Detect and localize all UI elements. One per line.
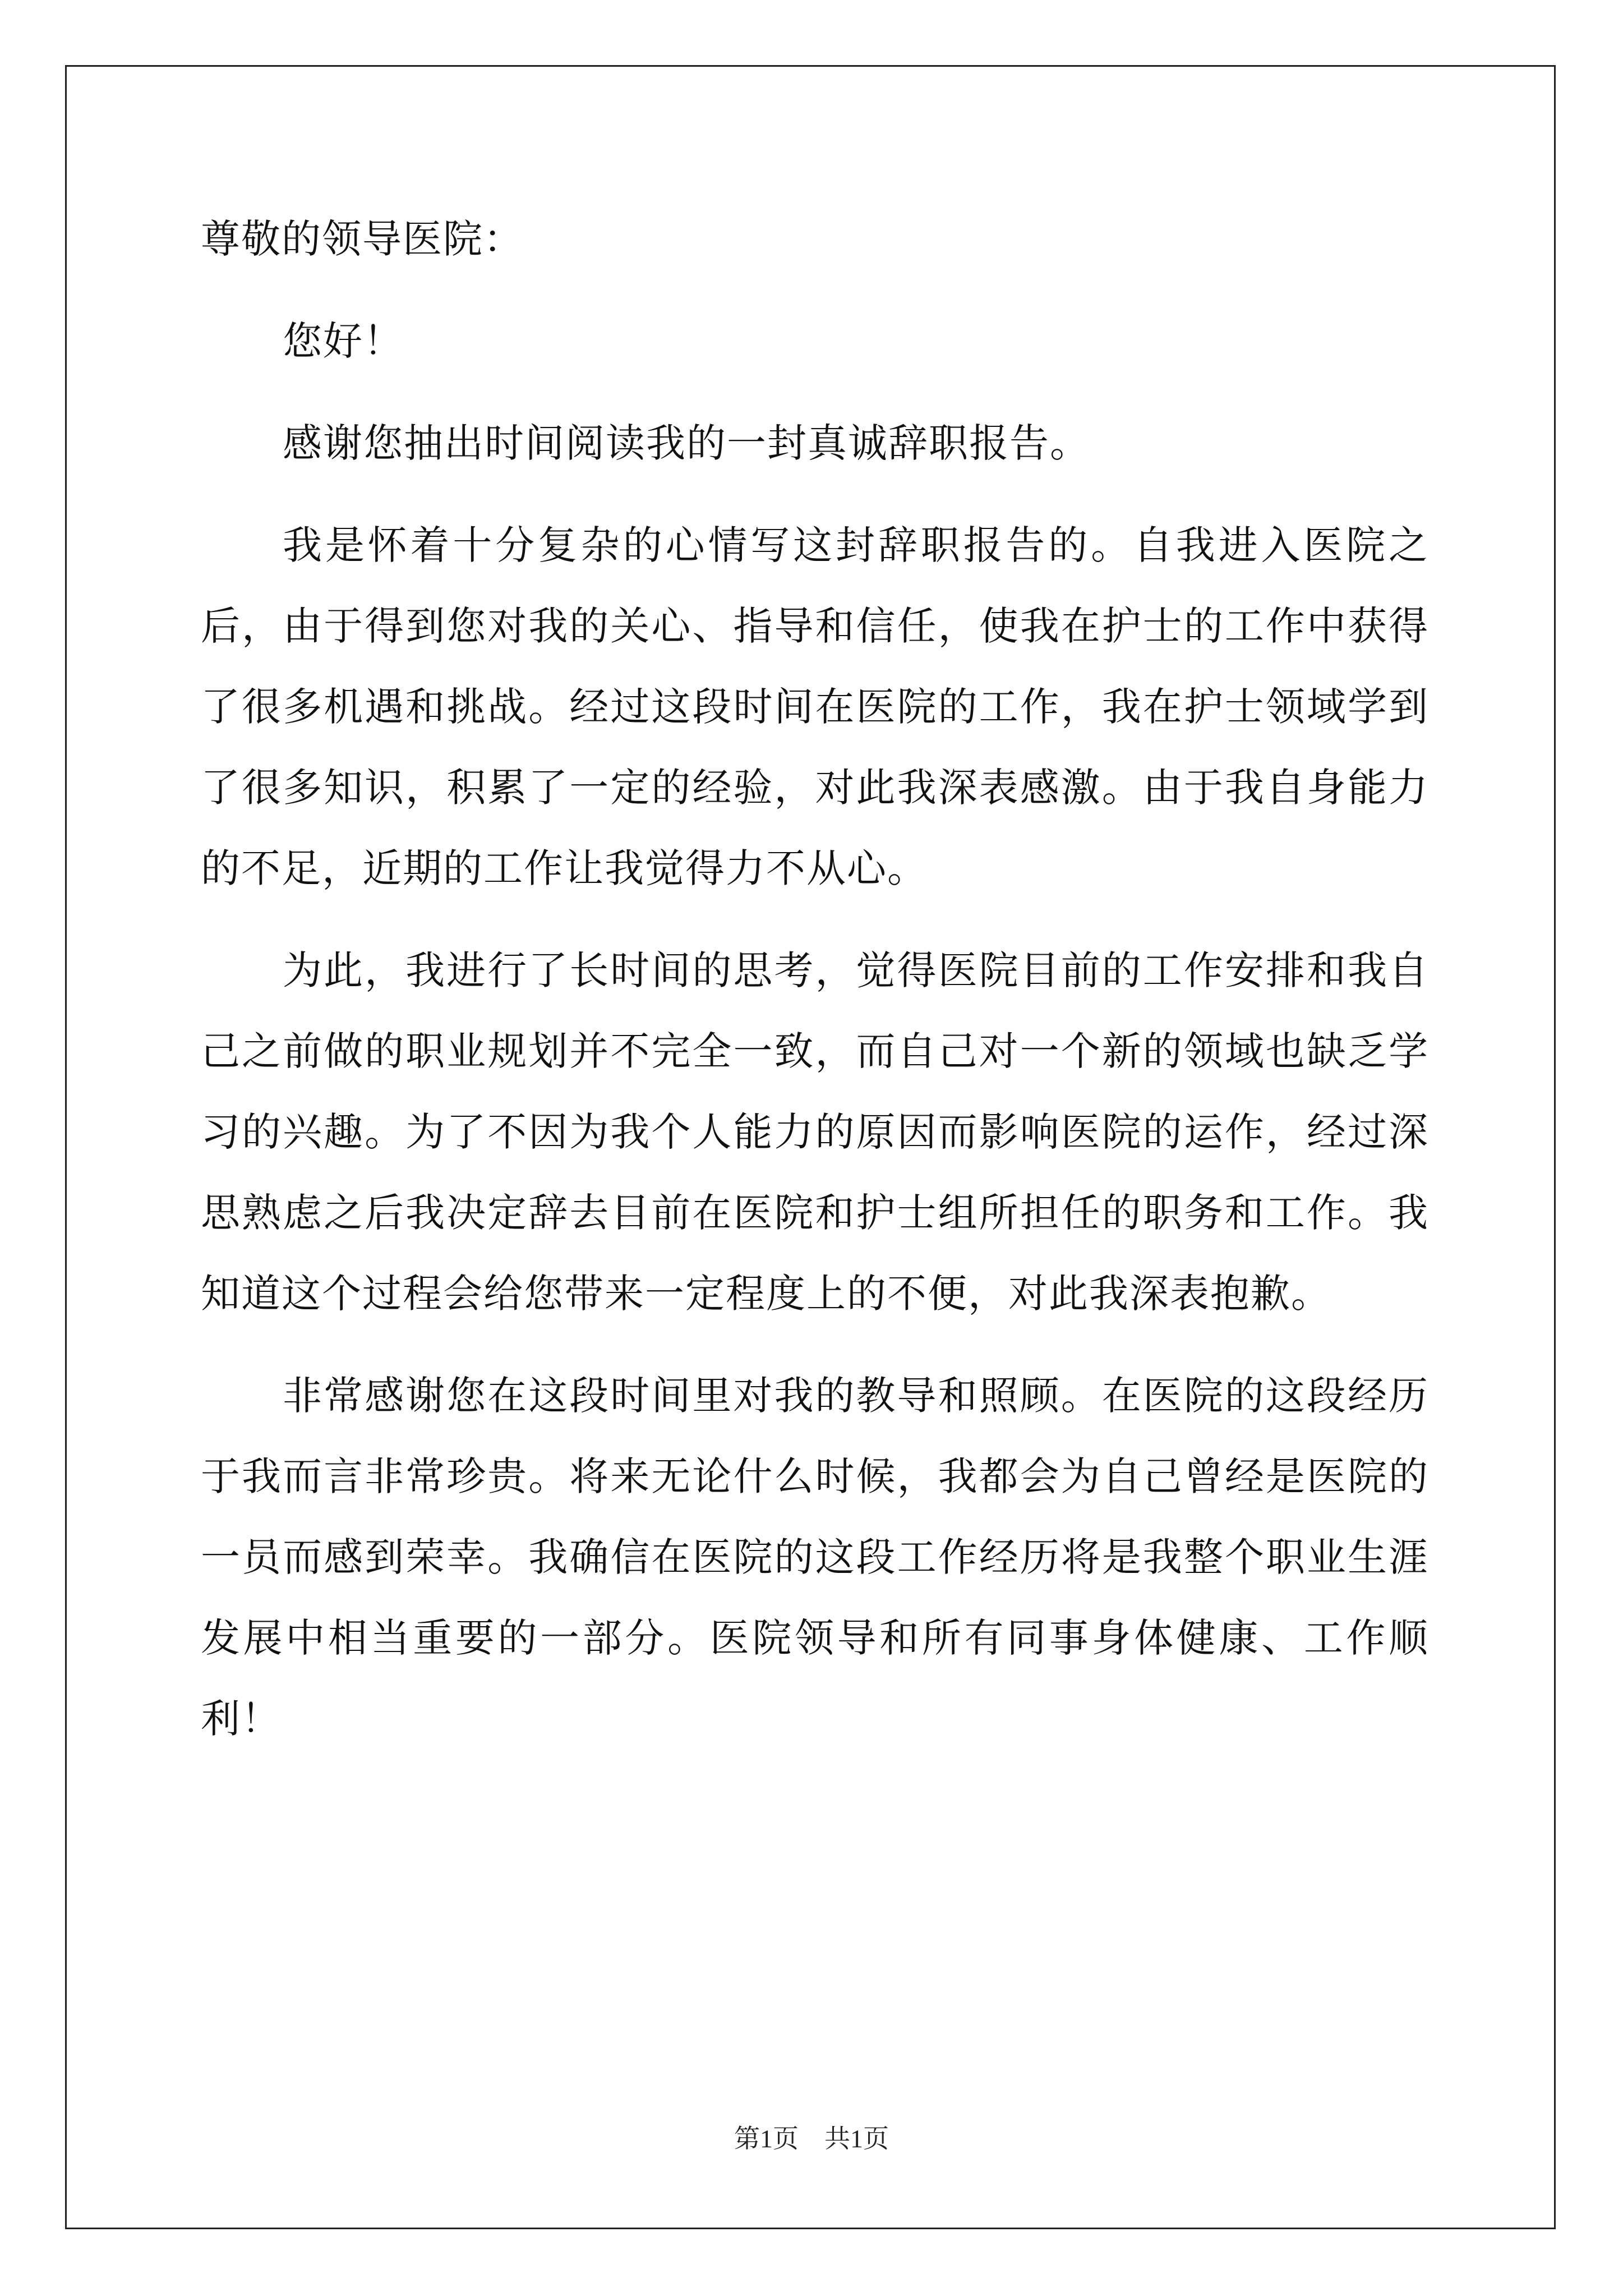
greeting-paragraph: 您好！ <box>283 318 404 364</box>
body-paragraph-3: 非常感谢您在这段时间里对我的教导和照顾。在医院的这段经历于我而言非常珍贵。将来无论什么时候，我都会为自己曾经是医院的一员而感到荣幸。我确信在医院的这段工作经历将是我整个职业生涯发展中相当重要的一部分。医院领导和所有同事身体健康、工作顺利！ <box>201 1373 1429 1742</box>
body-paragraph-2: 为此，我进行了长时间的思考，觉得医院目前的工作安排和我自己之前做的职业规划并不完全一致，而自己对一个新的领域也缺乏学习的兴趣。为了不因为我个人能力的原因而影响医院的运作，经过深思熟虑之后我决定辞去目前在医院和护士组所担任的职务和工作。我知道这个过程会给您带来一定程度上的不便，对此我深表抱歉。 <box>201 947 1429 1317</box>
thanks-paragraph: 感谢您抽出时间阅读我的一封真诚辞职报告。 <box>283 420 1090 466</box>
salutation: 尊敬的领导医院： <box>201 216 524 262</box>
page-number-footer: 第1页 共1页 <box>734 2124 889 2153</box>
letter-body <box>201 199 1429 1780</box>
body-paragraph-1: 我是怀着十分复杂的心情写这封辞职报告的。自我进入医院之后，由于得到您对我的关心、指导和信任，使我在护士的工作中获得了很多机遇和挑战。经过这段时间在医院的工作，我在护士领域学到了很多知识，积累了一定的经验，对此我深表感激。由于我自身能力的不足，近期的工作让我觉得力不从心。 <box>201 522 1429 891</box>
